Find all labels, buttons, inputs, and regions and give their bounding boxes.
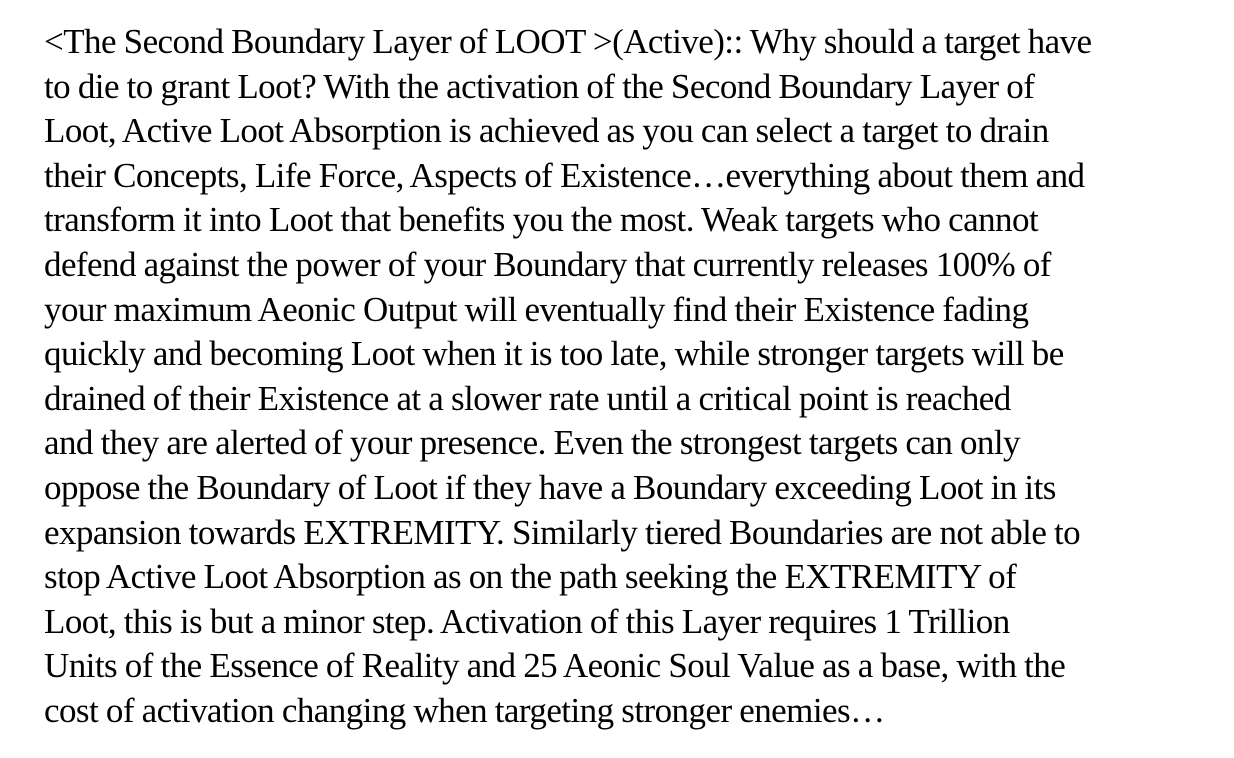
text-line-9: drained of their Existence at a slower rate until a critical point is reached xyxy=(44,378,1011,418)
text-line-4: their Concepts, Life Force, Aspects of Existence…everything about them and xyxy=(44,155,1085,195)
text-line-6: defend against the power of your Boundary that currently releases 100% of xyxy=(44,244,1051,284)
text-line-7: your maximum Aeonic Output will eventually find their Existence fading xyxy=(44,289,1029,329)
text-line-5: transform it into Loot that benefits you the most. Weak targets who cannot xyxy=(44,200,1039,240)
text-line-13: stop Active Loot Absorption as on the path seeking the EXTREMITY of xyxy=(44,557,1017,597)
text-line-11: oppose the Boundary of Loot if they have a Boundary exceeding Loot in its xyxy=(44,467,1056,507)
text-line-10: and they are alerted of your presence. Even the strongest targets can only xyxy=(44,423,1021,463)
text-line-16: cost of activation changing when targeting stronger enemies… xyxy=(44,690,885,730)
text-line-14: Loot, this is but a minor step. Activation of this Layer requires 1 Trillion xyxy=(44,601,1010,641)
text-line-1: <The Second Boundary Layer of LOOT >(Active):: Why should a target have xyxy=(44,22,1092,61)
text-line-12: expansion towards EXTREMITY. Similarly tiered Boundaries are not able to xyxy=(44,512,1081,552)
boundary-layer-description xyxy=(44,20,1226,734)
text-line-3: Loot, Active Loot Absorption is achieved as you can select a target to drain xyxy=(44,111,1049,151)
text-line-2: to die to grant Loot? With the activation of the Second Boundary Layer of xyxy=(44,66,1035,106)
text-line-15: Units of the Essence of Reality and 25 Aeonic Soul Value as a base, with the xyxy=(44,646,1066,686)
text-line-8: quickly and becoming Loot when it is too late, while stronger targets will be xyxy=(44,334,1064,374)
